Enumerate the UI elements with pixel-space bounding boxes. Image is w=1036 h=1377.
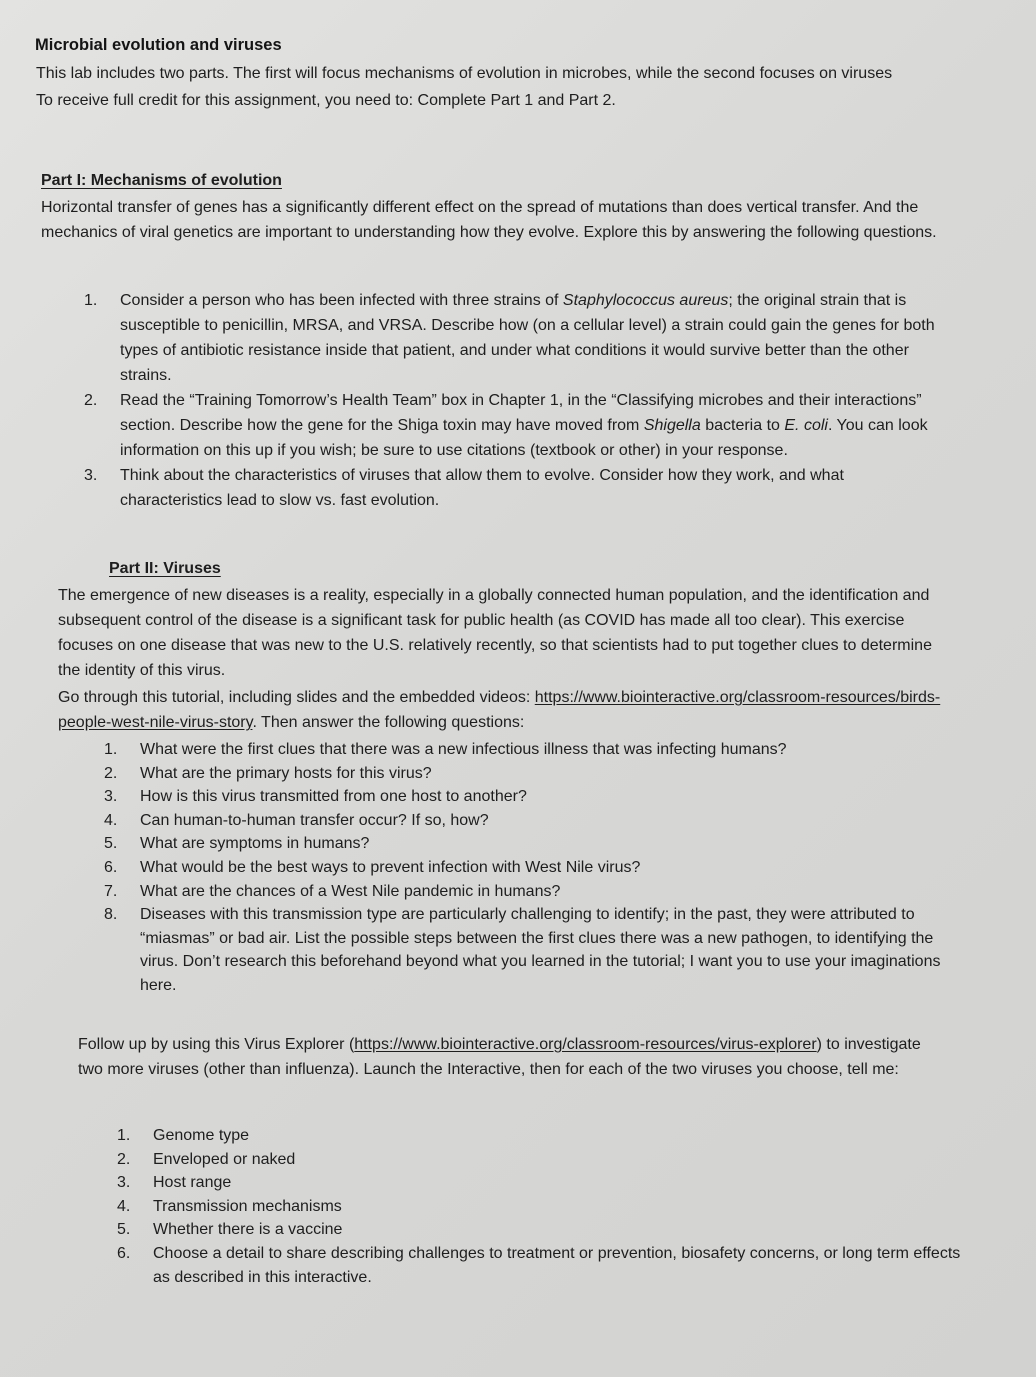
list-item-text: Choose a detail to share describing challenges to treatment or prevention, biosafety concerns, or long term effects as described in this interactive. (153, 1244, 961, 1286)
part2-question-8 (104, 903, 954, 997)
list-item-text: What are the chances of a West Nile pandemic in humans? (140, 882, 561, 900)
part2-question-3 (104, 785, 954, 809)
tutorial-instructions: Go through this tutorial, including slides and the embedded videos: https://www.biointeractive.org/classroom-resources/birds-people-west-nile-virus-story. Then answer the following questions: (58, 689, 941, 731)
list-item-text: What are the primary hosts for this virus? (140, 764, 432, 782)
list-number: 6. (117, 1244, 131, 1262)
list-item-text: Host range (153, 1174, 232, 1192)
list-number: 3. (104, 788, 118, 806)
virus-explorer-item-5 (117, 1218, 967, 1242)
part2-section (58, 556, 950, 735)
part1-heading: Part I: Mechanisms of evolution (41, 172, 282, 189)
part1-question-3: 3. Think about the characteristics of viruses that allow them to evolve. Consider how they work, and what characteristics lead to slow vs. fast evolution. (84, 463, 944, 513)
list-number: 3. (84, 467, 98, 484)
list-number: 3. (117, 1174, 131, 1192)
list-item-text: Diseases with this transmission type are particularly challenging to identify; in the past, they were attributed to “miasmas” or bad air. List the possible steps between the first clues there was a new pathogen, to identifying the virus. Don’t research this beforehand beyond what you learned in the tutorial; I want you to use your imaginations here. (140, 906, 941, 994)
virus-explorer-item-3 (117, 1171, 967, 1195)
part1-question-1: 1. Consider a person who has been infected with three strains of Staphylococcus aureus; the original strain that is susceptible to penicillin, MRSA, and VRSA. Describe how (on a cellular level) a strain could gain the genes for both types of antibiotic resistance inside that patient, and under what conditions it would survive better than the other strains. (84, 288, 944, 388)
list-item-text: Enveloped or naked (153, 1150, 296, 1168)
list-number: 1. (104, 741, 118, 758)
document-title: Microbial evolution and viruses (35, 36, 282, 54)
part2-question-1 (104, 738, 954, 762)
part1-section (41, 168, 941, 245)
list-item-text: Can human-to-human transfer occur? If so, how? (140, 811, 489, 829)
virus-explorer-list (117, 1124, 967, 1289)
list-number: 4. (104, 811, 118, 829)
list-item-text: What would be the best ways to prevent infection with West Nile virus? (140, 858, 641, 876)
list-number: 2. (117, 1150, 131, 1168)
list-number: 2. (84, 392, 98, 409)
virus-explorer-item-6 (117, 1242, 967, 1289)
part2-question-7 (104, 880, 954, 904)
list-item-text: What are symptoms in humans? (140, 835, 370, 853)
part1-intro-text: Horizontal transfer of genes has a significantly different effect on the spread of mutations than does vertical transfer. And the mechanics of viral genetics are important to understanding how they evolve. Explore this by answering the following questions. (41, 199, 937, 241)
species-name: E. coli (784, 417, 828, 434)
list-number: 1. (117, 1127, 131, 1144)
part2-question-list (104, 738, 954, 998)
part2-question-2 (104, 762, 954, 786)
part2-heading: Part II: Viruses (109, 560, 221, 577)
part2-question-6 (104, 856, 954, 880)
virus-explorer-instructions: Follow up by using this Virus Explorer (https://www.biointeractive.org/classroom-resources/virus-explorer) to investigate two more viruses (other than influenza). Launch the Interactive, then for each of the two viruses you choose, tell me: (78, 1036, 921, 1078)
intro-text: This lab includes two parts. The first will focus mechanisms of evolution in microbes, while the second focuses on viruses (36, 65, 893, 82)
part2-question-4 (104, 809, 954, 833)
list-number: 5. (117, 1221, 131, 1239)
list-number: 4. (117, 1197, 131, 1215)
list-number: 6. (104, 858, 118, 876)
list-number: 8. (104, 906, 118, 924)
list-item-text: What were the first clues that there was a new infectious illness that was infecting humans? (140, 741, 787, 758)
part1-question-2: 2. Read the “Training Tomorrow’s Health Team” box in Chapter 1, in the “Classifying microbes and their interactions” section. Describe how the gene for the Shiga toxin may have moved from Shigella bacteria to E. coli. You can look information on this up if you wish; be sure to use citations (textbook or other) in your response. (84, 388, 944, 463)
intro-section (36, 61, 936, 113)
list-item-text: How is this virus transmitted from one host to another? (140, 788, 527, 806)
list-number: 7. (104, 882, 118, 900)
part2-intro-text: The emergence of new diseases is a reality, especially in a globally connected human population, and the identification and subsequent control of the disease is a significant task for public health (as COVID has made all too clear). This exercise focuses on one disease that was new to the U.S. relatively recently, so that scientists had to put together clues to determine the identity of this virus. (58, 587, 932, 679)
virus-explorer-item-2 (117, 1148, 967, 1172)
list-item-text: Transmission mechanisms (153, 1197, 342, 1215)
species-name: Staphylococcus aureus (562, 292, 729, 309)
list-number: 1. (84, 292, 98, 309)
list-item-text: Whether there is a vaccine (153, 1221, 343, 1239)
virus-explorer-item-1 (117, 1124, 967, 1148)
list-number: 2. (104, 764, 118, 782)
virus-explorer-section (78, 1032, 948, 1082)
list-number: 5. (104, 835, 118, 853)
part1-question-list (84, 288, 944, 513)
virus-explorer-item-4 (117, 1195, 967, 1219)
tutorial-link[interactable]: https://www.biointeractive.org/classroom-resources/birds-people-west-nile-virus-story (58, 689, 941, 731)
part2-question-5 (104, 832, 954, 856)
list-item-text: Genome type (153, 1127, 250, 1144)
credit-requirement-text: To receive full credit for this assignment, you need to: Complete Part 1 and Part 2. (36, 92, 616, 109)
genus-name: Shigella (643, 417, 701, 434)
virus-explorer-link[interactable]: https://www.biointeractive.org/classroom-resources/virus-explorer (354, 1036, 817, 1053)
